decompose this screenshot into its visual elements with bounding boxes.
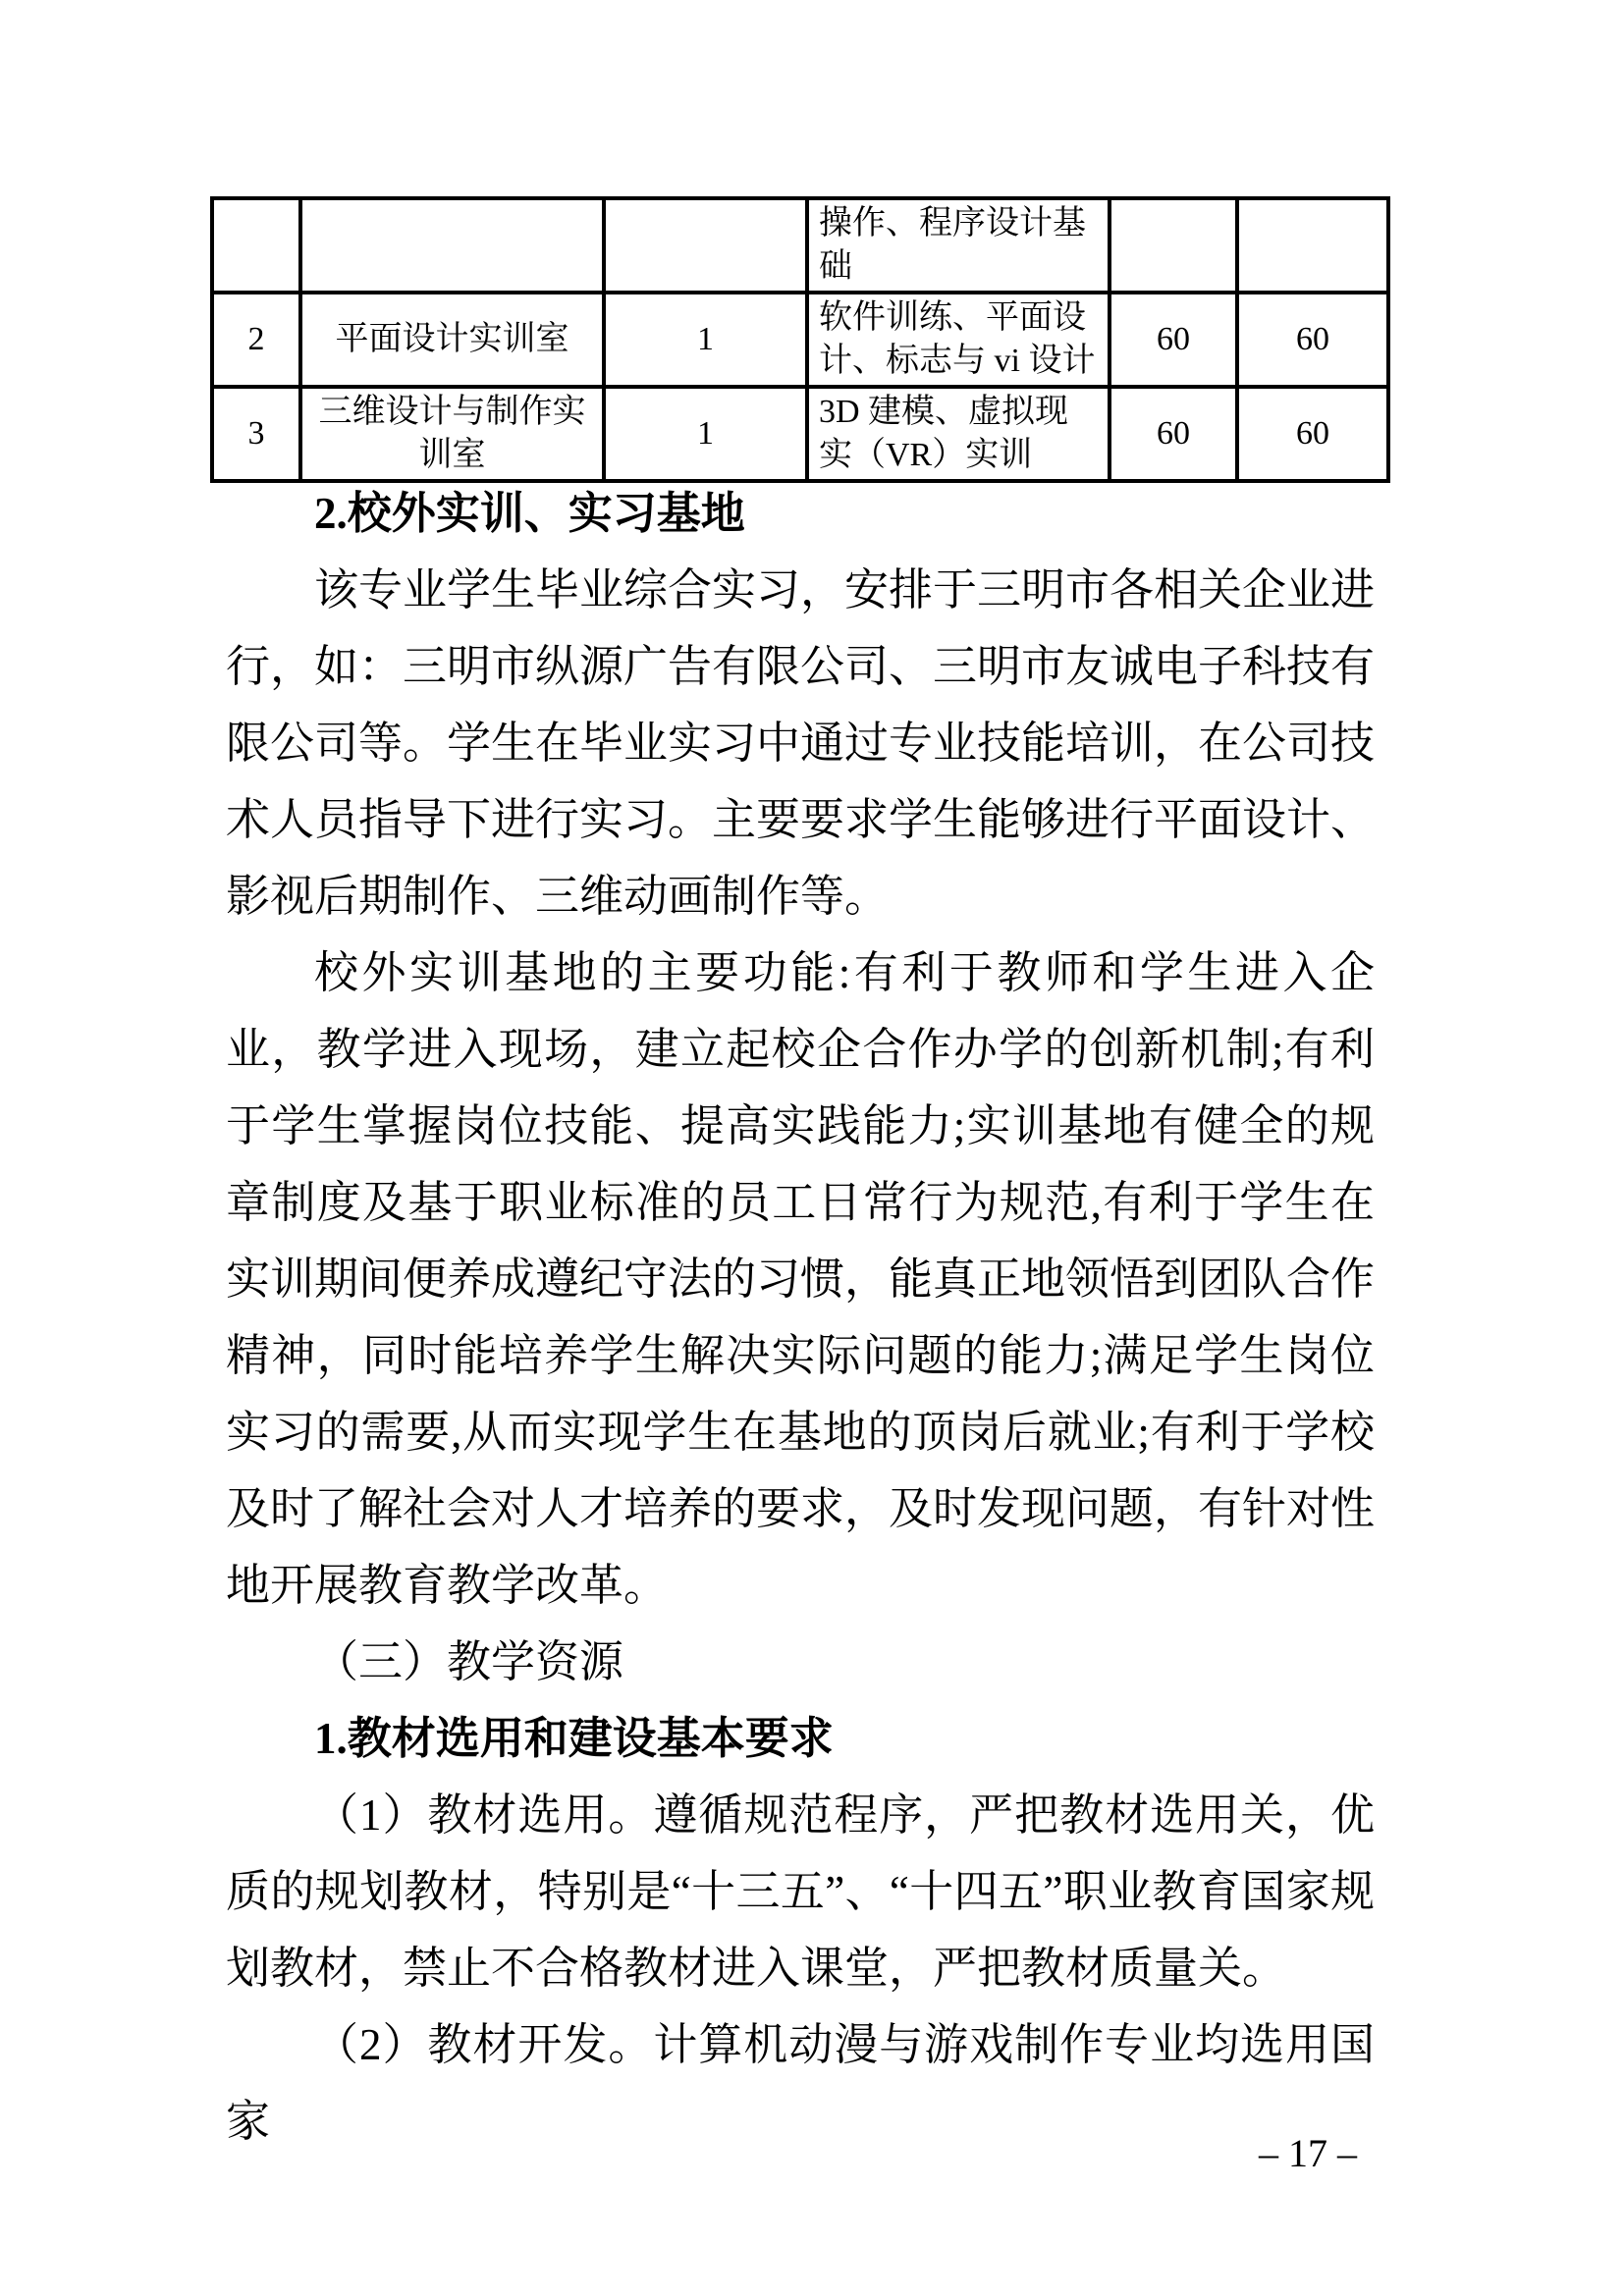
- section-heading-textbook-requirements: 1.教材选用和建设基本要求: [314, 1714, 834, 1763]
- table-cell-room-name: 三维设计与制作实训室: [300, 387, 604, 481]
- table-cell-quantity: 1: [604, 387, 807, 481]
- table-cell-capacity: [1110, 198, 1237, 293]
- paragraph-textbook-development: （2）教材开发。计算机动漫与游戏制作专业均选用国家: [226, 2020, 1375, 2146]
- paragraph-textbook-selection: （1）教材选用。遵循规范程序，严把教材选用关，优质的规划教材，特别是“十三五”、“十四五”职业教育国家规划教材，禁止不合格教材进入课堂，严把教材质量关。: [226, 1790, 1375, 1993]
- table-cell-quantity: 1: [604, 293, 807, 387]
- table-cell-room-name: [300, 198, 604, 293]
- table-cell-capacity: 60: [1110, 387, 1237, 481]
- table-cell-training-content: 3D 建模、虚拟现实（VR）实训: [807, 387, 1110, 481]
- table-cell-room-name: 平面设计实训室: [300, 293, 604, 387]
- table-cell-capacity: 60: [1110, 293, 1237, 387]
- table-row: [212, 387, 1388, 481]
- table-cell-row-index: [212, 198, 300, 293]
- paragraph-internship: 该专业学生毕业综合实习，安排于三明市各相关企业进行，如：三明市纵源广告有限公司、三明市友诚电子科技有限公司等。学生在毕业实习中通过专业技能培训，在公司技术人员指导下进行实习。主要要求学生能够进行平面设计、影视后期制作、三维动画制作等。: [226, 565, 1376, 921]
- table-row: [212, 293, 1388, 387]
- section-heading-teaching-resources: （三）教学资源: [314, 1637, 624, 1686]
- section-heading-external-training: 2.校外实训、实习基地: [314, 489, 745, 538]
- table-cell-seats: [1237, 198, 1388, 293]
- table-cell-seats: 60: [1237, 293, 1388, 387]
- table-row: [212, 198, 1388, 293]
- document-body: [226, 475, 1375, 2160]
- table-cell-row-index: 3: [212, 387, 300, 481]
- table-cell-training-content: 操作、程序设计基础: [807, 198, 1110, 293]
- training-facility-table: [210, 196, 1390, 483]
- table-cell-row-index: 2: [212, 293, 300, 387]
- table-cell-training-content: 软件训练、平面设计、标志与 vi 设计: [807, 293, 1110, 387]
- table-cell-seats: 60: [1237, 387, 1388, 481]
- page-number: – 17 –: [1259, 2131, 1357, 2175]
- table-cell-quantity: [604, 198, 807, 293]
- paragraph-base-functions: 校外实训基地的主要功能:有利于教师和学生进入企业，教学进入现场，建立起校企合作办学的创新机制;有利于学生掌握岗位技能、提高实践能力;实训基地有健全的规章制度及基于职业标准的员工日常行为规范,有利于学生在实训期间便养成遵纪守法的习惯，能真正地领悟到团队合作精神，同时能培养学生解决实际问题的能力;满足学生岗位实习的需要,从而实现学生在基地的顶岗后就业;有利于学校及时了解社会对人才培养的要求，及时发现问题，有针对性地开展教育教学改革。: [226, 948, 1376, 1610]
